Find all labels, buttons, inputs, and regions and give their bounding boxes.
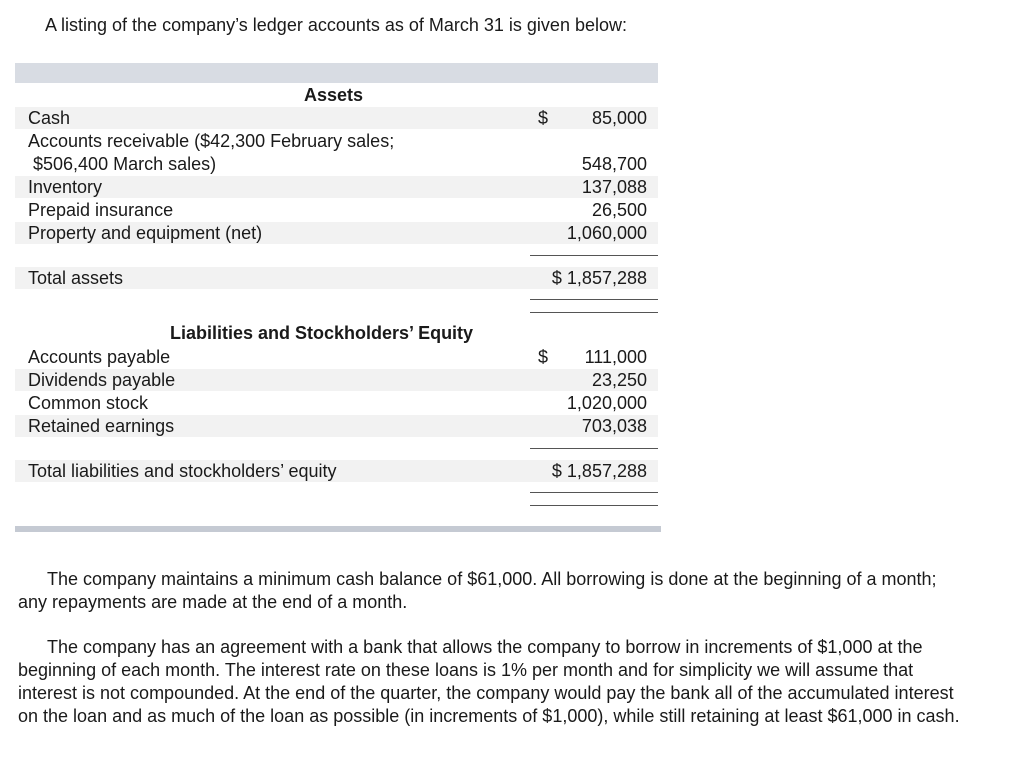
subtotal-rule	[530, 448, 658, 449]
table-row-label: Dividends payable	[28, 370, 176, 390]
table-row-label: Retained earnings	[28, 416, 175, 436]
total-assets-label: Total assets	[28, 268, 124, 288]
table-row-value: 26,500	[591, 200, 647, 220]
paragraph-cash-balance	[18, 568, 970, 614]
table-header-band	[15, 63, 658, 83]
subtotal-rule	[530, 255, 658, 256]
table-row-label: Cash	[28, 108, 71, 128]
paragraph-line: at the beginning of each month. The interest rate on these loans is 1% per month and for simplicity we will assume that interest is not compounded. At the end of the quarter, the company would pay the bank all of the accumulated interest on the loan and as much of the loan as possible (in increments of $1,000), while still retaining at least $61,000 in cash.	[18, 637, 960, 726]
table-row-value: 1,020,000	[566, 393, 647, 413]
table-row-label: Inventory	[28, 177, 103, 197]
paragraph-bank-agreement	[18, 636, 970, 728]
table-row-value: 85,000	[591, 108, 647, 128]
total-assets-value: $ 1,857,288	[551, 268, 647, 288]
total-liabilities-label: Total liabilities and stockholders’ equity	[28, 461, 337, 481]
paragraph-line: The company has an agreement with a bank that allows the company to borrow in increments of $1,000	[47, 637, 873, 657]
double-rule	[530, 312, 658, 313]
paragraph-line: month; any repayments are made at the end of a month.	[18, 569, 937, 612]
double-rule	[530, 492, 658, 493]
table-row-value: 23,250	[591, 370, 647, 390]
table-row-value: 137,088	[581, 177, 647, 197]
total-liabilities-value: $ 1,857,288	[551, 461, 647, 481]
table-row-label: Common stock	[28, 393, 149, 413]
table-footer-band	[15, 526, 661, 532]
table-row-value: 703,038	[581, 416, 647, 436]
table-row-value: 1,060,000	[566, 223, 647, 243]
table-row-label: Property and equipment (net)	[28, 223, 263, 243]
paragraph-line: The company maintains a minimum cash balance of $61,000. All borrowing is done at the beginning of a	[47, 569, 877, 589]
intro-text: A listing of the company’s ledger accounts as of March 31 is given below:	[45, 15, 627, 35]
table-row-value: 111,000	[584, 347, 647, 367]
row-shade	[15, 107, 658, 129]
dollar-sign: $	[538, 108, 549, 128]
double-rule	[530, 505, 658, 506]
row-shade	[15, 176, 658, 198]
table-row-label: Accounts receivable ($42,300 February sales;	[28, 131, 395, 151]
dollar-sign: $	[538, 347, 549, 367]
table-row-label: Prepaid insurance	[28, 200, 174, 220]
liabilities-heading: Liabilities and Stockholders’ Equity	[170, 323, 474, 343]
table-row-label: $506,400 March sales)	[33, 154, 217, 174]
table-row-value: 548,700	[581, 154, 647, 174]
double-rule	[530, 299, 658, 300]
assets-heading: Assets	[304, 85, 364, 105]
table-row-label: Accounts payable	[28, 347, 171, 367]
